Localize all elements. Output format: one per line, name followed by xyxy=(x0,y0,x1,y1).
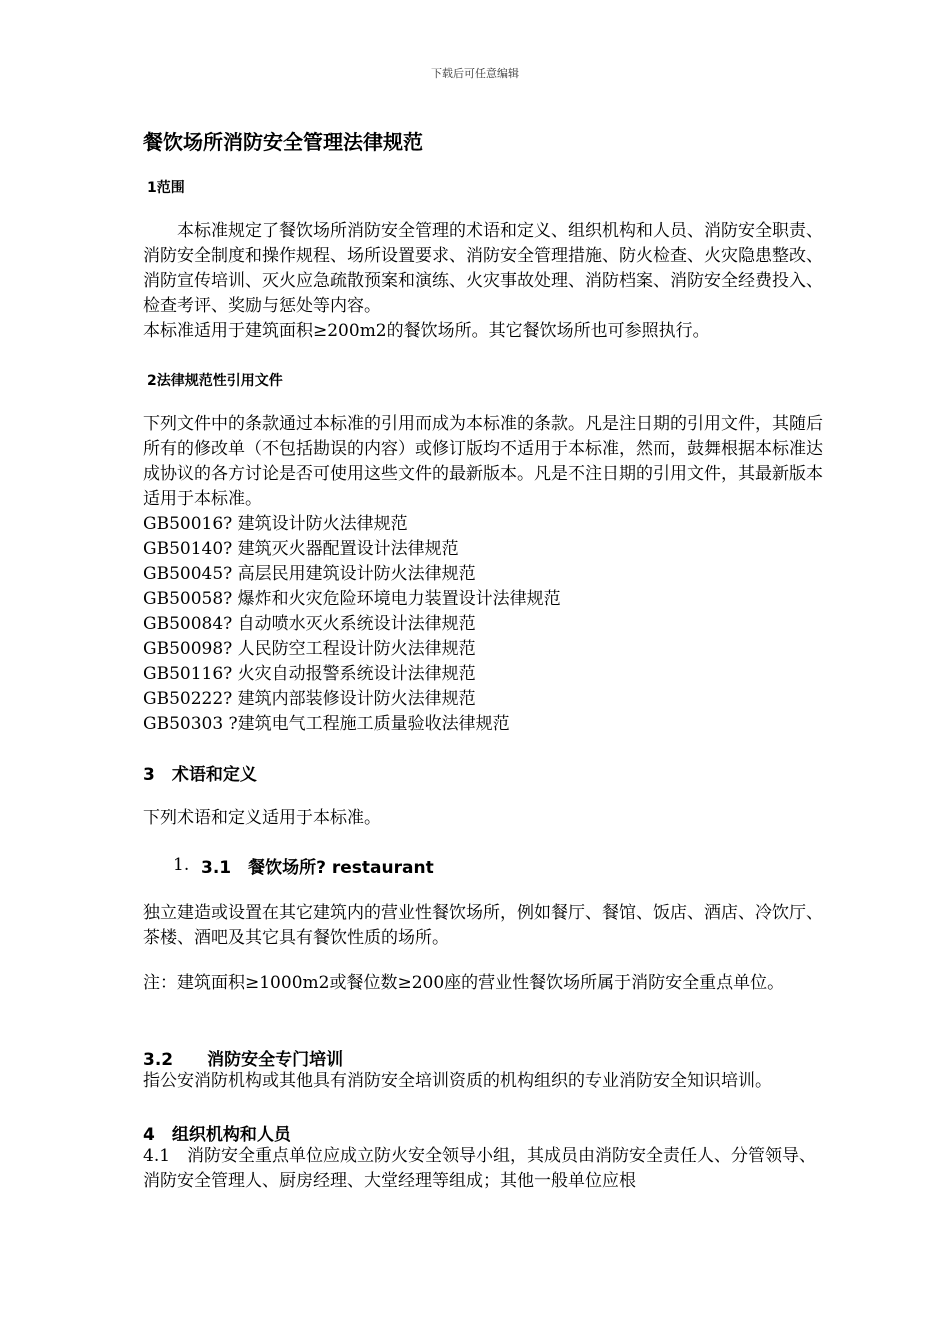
term-3-1-heading: 3.1 餐饮场所? restaurant xyxy=(201,858,434,878)
list-number: 1. xyxy=(173,855,190,875)
reference-item: GB50116? 火灾自动报警系统设计法律规范 xyxy=(143,664,476,684)
section-1-paragraph: 本标准规定了餐饮场所消防安全管理的术语和定义、组织机构和人员、消防安全职责、消防安全制度和操作规程、场所设置要求、消防安全管理措施、防火检查、火灾隐患整改、消防宣传培训、灭火应急疏散预案和演练、火灾事故处理、消防档案、消防安全经费投入、检查考评、奖励与惩处等内容。 xyxy=(143,221,823,316)
term-3-2-definition: 指公安消防机构或其他具有消防安全培训资质的机构组织的专业消防安全知识培训。 xyxy=(143,1071,772,1091)
section-3-intro: 下列术语和定义适用于本标准。 xyxy=(143,808,381,828)
document-title: 餐饮场所消防安全管理法律规范 xyxy=(143,130,423,154)
reference-item: GB50045? 高层民用建筑设计防火法律规范 xyxy=(143,564,476,584)
term-3-1-definition: 独立建造或设置在其它建筑内的营业性餐饮场所，例如餐厅、餐馆、饭店、酒店、冷饮厅、茶楼、酒吧及其它具有餐饮性质的场所。 xyxy=(143,903,823,948)
reference-item: GB50016? 建筑设计防火法律规范 xyxy=(143,514,408,534)
section-4-heading: 4 组织机构和人员 xyxy=(143,1125,291,1145)
term-3-1-note: 注：建筑面积≥1000m2或餐位数≥200座的营业性餐饮场所属于消防安全重点单位。 xyxy=(143,973,785,993)
reference-item: GB50222? 建筑内部装修设计防火法律规范 xyxy=(143,689,476,709)
section-2-paragraph: 下列文件中的条款通过本标准的引用而成为本标准的条款。凡是注日期的引用文件，其随后所有的修改单（不包括勘误的内容）或修订版均不适用于本标准，然而，鼓舞根据本标准达成协议的各方讨论是否可使用这些文件的最新版本。凡是不注日期的引用文件，其最新版本适用于本标准。 xyxy=(143,414,823,509)
section-4-paragraph: 4.1 消防安全重点单位应成立防火安全领导小组，其成员由消防安全责任人、分管领导、消防安全管理人、厨房经理、大堂经理等组成；其他一般单位应根 xyxy=(143,1146,817,1191)
section-1-scope-line: 本标准适用于建筑面积≥200m2的餐饮场所。其它餐饮场所也可参照执行。 xyxy=(143,321,710,341)
reference-item: GB50098? 人民防空工程设计防火法律规范 xyxy=(143,639,476,659)
reference-item: GB50140? 建筑灭火器配置设计法律规范 xyxy=(143,539,459,559)
section-1-heading: 1范围 xyxy=(147,180,185,196)
section-3-heading: 3 术语和定义 xyxy=(143,765,257,785)
reference-item: GB50303 ?建筑电气工程施工质量验收法律规范 xyxy=(143,714,510,734)
reference-item: GB50058? 爆炸和火灾危险环境电力装置设计法律规范 xyxy=(143,589,561,609)
term-3-2-heading: 3.2 消防安全专门培训 xyxy=(143,1050,344,1070)
reference-item: GB50084? 自动喷水灭火系统设计法律规范 xyxy=(143,614,476,634)
page-header: 下载后可任意编辑 xyxy=(431,67,519,80)
section-2-heading: 2法律规范性引用文件 xyxy=(147,373,283,389)
